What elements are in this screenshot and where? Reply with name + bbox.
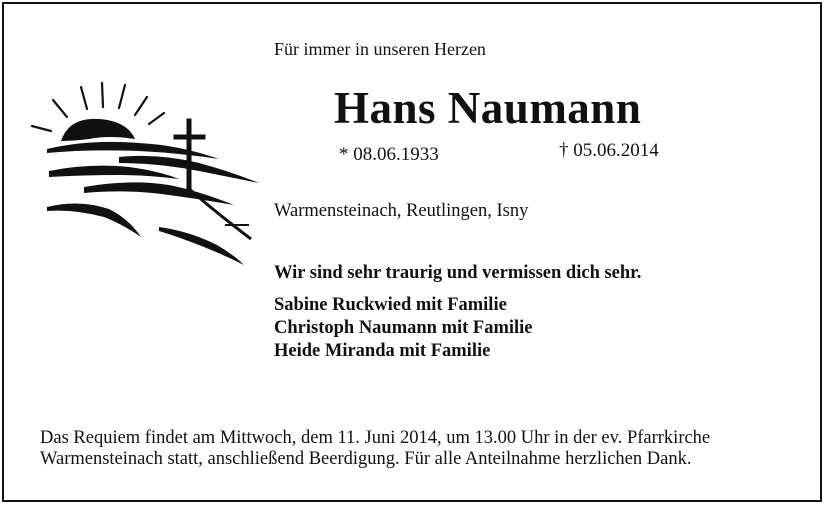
death-date: † 05.06.2014 (559, 140, 659, 161)
mourner-list (274, 294, 533, 363)
mourner-item: Heide Miranda mit Familie (274, 341, 491, 361)
service-line: Das Requiem findet am Mittwoch, dem 11. Juni 2014, um 13.00 Uhr in der ev. Pfarrkirche (40, 428, 711, 448)
obituary-frame (2, 2, 822, 502)
sentiment-line: Wir sind sehr traurig und vermissen dich sehr. (274, 263, 642, 283)
places: Warmensteinach, Reutlingen, Isny (274, 201, 529, 221)
birth-date: * 08.06.1933 (339, 144, 439, 165)
deceased-name: Hans Naumann (334, 83, 642, 133)
service-notice (40, 428, 810, 470)
mourner-item: Sabine Ruckwied mit Familie (274, 295, 507, 315)
mourner-item: Christoph Naumann mit Familie (274, 318, 533, 338)
motto: Für immer in unseren Herzen (274, 39, 486, 59)
sunrise-cross-hills-icon (29, 79, 274, 269)
service-line: Warmensteinach statt, anschließend Beerdigung. Für alle Anteilnahme herzlichen Dank. (40, 449, 692, 469)
